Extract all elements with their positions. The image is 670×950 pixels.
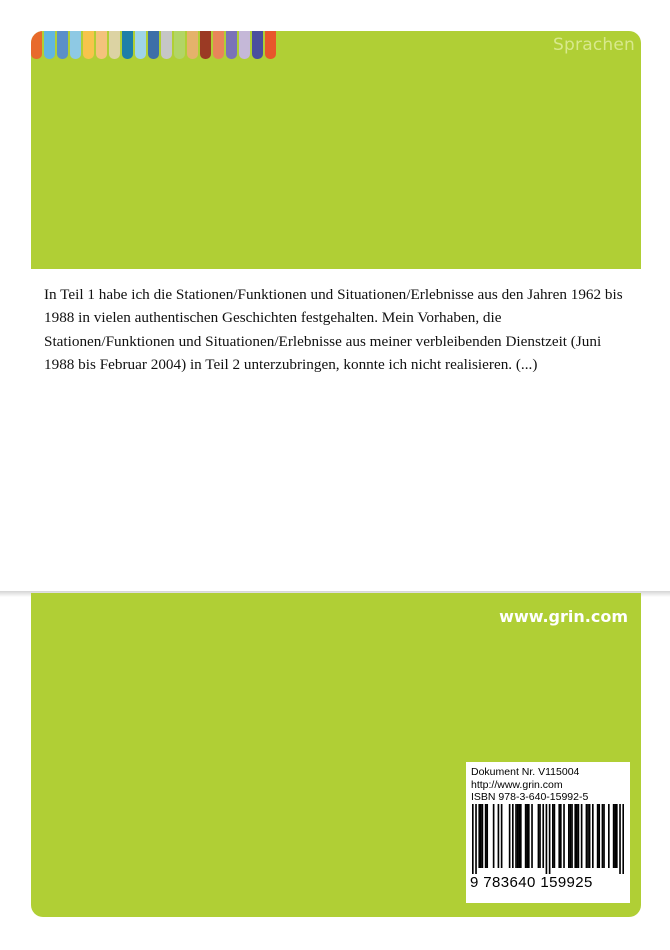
barcode-bar [614, 804, 616, 868]
barcode-bar [603, 804, 605, 868]
isbn: ISBN 978-3-640-15992-5 [471, 791, 589, 803]
barcode-digits: 9 783640 159925 [470, 874, 593, 891]
barcode-bar [576, 804, 578, 868]
color-swatch [44, 31, 55, 59]
barcode-bar [574, 804, 576, 868]
color-swatch [57, 31, 68, 59]
document-url[interactable]: http://www.grin.com [471, 778, 563, 791]
barcode-bar [598, 804, 600, 868]
color-swatch [174, 31, 185, 59]
color-swatch [148, 31, 159, 59]
barcode-bar [597, 804, 599, 868]
barcode-bar [498, 804, 500, 868]
barcode-bar [578, 804, 580, 868]
barcode-bar [501, 804, 503, 868]
barcode-bar [619, 804, 621, 874]
color-swatch [200, 31, 211, 59]
color-swatch [265, 31, 276, 59]
barcode-bar [525, 804, 527, 868]
barcode-bar [602, 804, 604, 868]
barcode-bar [608, 804, 610, 868]
barcode-bar [549, 804, 551, 874]
barcode-bar [528, 804, 530, 868]
barcode-bar [478, 804, 480, 868]
barcode-bar [520, 804, 522, 868]
barcode-bar [613, 804, 615, 868]
barcode-bar [560, 804, 562, 868]
color-swatch [213, 31, 224, 59]
cover-top-panel [31, 31, 641, 269]
barcode-bar [568, 804, 570, 868]
barcode-bar [571, 804, 573, 868]
barcode-bar [472, 804, 474, 874]
barcode-bar [542, 804, 544, 868]
barcode-bar [509, 804, 511, 868]
barcode-bar [587, 804, 589, 868]
barcode-bar [546, 804, 548, 874]
document-meta [471, 766, 588, 804]
barcode-box [466, 762, 630, 903]
cover-bottom-panel [31, 593, 641, 917]
barcode-bar [586, 804, 588, 868]
barcode-bar [482, 804, 484, 868]
barcode-bar [486, 804, 488, 868]
publisher-website[interactable]: www.grin.com [499, 607, 628, 626]
category-label: Sprachen [553, 35, 635, 55]
barcode-bar [517, 804, 519, 868]
color-swatch [109, 31, 120, 59]
color-swatch [70, 31, 81, 59]
color-swatch [31, 31, 42, 59]
barcode-bar [512, 804, 514, 868]
barcode-bar [531, 804, 533, 868]
barcode-bar [622, 804, 624, 874]
barcode-bar [518, 804, 520, 868]
color-swatch [83, 31, 94, 59]
document-number: Dokument Nr. V115004 [471, 766, 580, 778]
color-strip [31, 31, 278, 59]
color-swatch [135, 31, 146, 59]
color-swatch [161, 31, 172, 59]
color-swatch [239, 31, 250, 59]
barcode-bar [616, 804, 618, 868]
color-swatch [122, 31, 133, 59]
barcode-bar [592, 804, 594, 868]
barcode-bar [558, 804, 560, 868]
barcode-bar [538, 804, 540, 868]
barcode-bar [589, 804, 591, 868]
barcode-bar [526, 804, 528, 868]
barcode-bar [581, 804, 583, 868]
barcode-bar [475, 804, 477, 874]
barcode-bar [539, 804, 541, 868]
barcode-bar [493, 804, 495, 868]
barcode [472, 804, 624, 874]
color-swatch [252, 31, 263, 59]
barcode-bar [563, 804, 565, 868]
barcode-bar [552, 804, 554, 868]
barcode-bar [485, 804, 487, 868]
barcode-bar [480, 804, 482, 868]
color-swatch [96, 31, 107, 59]
barcode-bar [570, 804, 572, 868]
barcode-bar [515, 804, 517, 868]
color-swatch [187, 31, 198, 59]
book-description: In Teil 1 habe ich die Stationen/Funktionen und Situationen/Erlebnisse aus den Jahren 1962 bis 1988 in vielen authentischen Geschichten festgehalten. Mein Vorhaben, die Stationen/Funktionen und Situationen/Erlebnisse aus meiner verbleibenden Dienstzeit (Juni 1988 bis Februar 2004) in Teil 2 unterzubringen, konnte ich nicht realisieren. (...) [44, 286, 623, 373]
barcode-bar [554, 804, 556, 868]
color-swatch [226, 31, 237, 59]
